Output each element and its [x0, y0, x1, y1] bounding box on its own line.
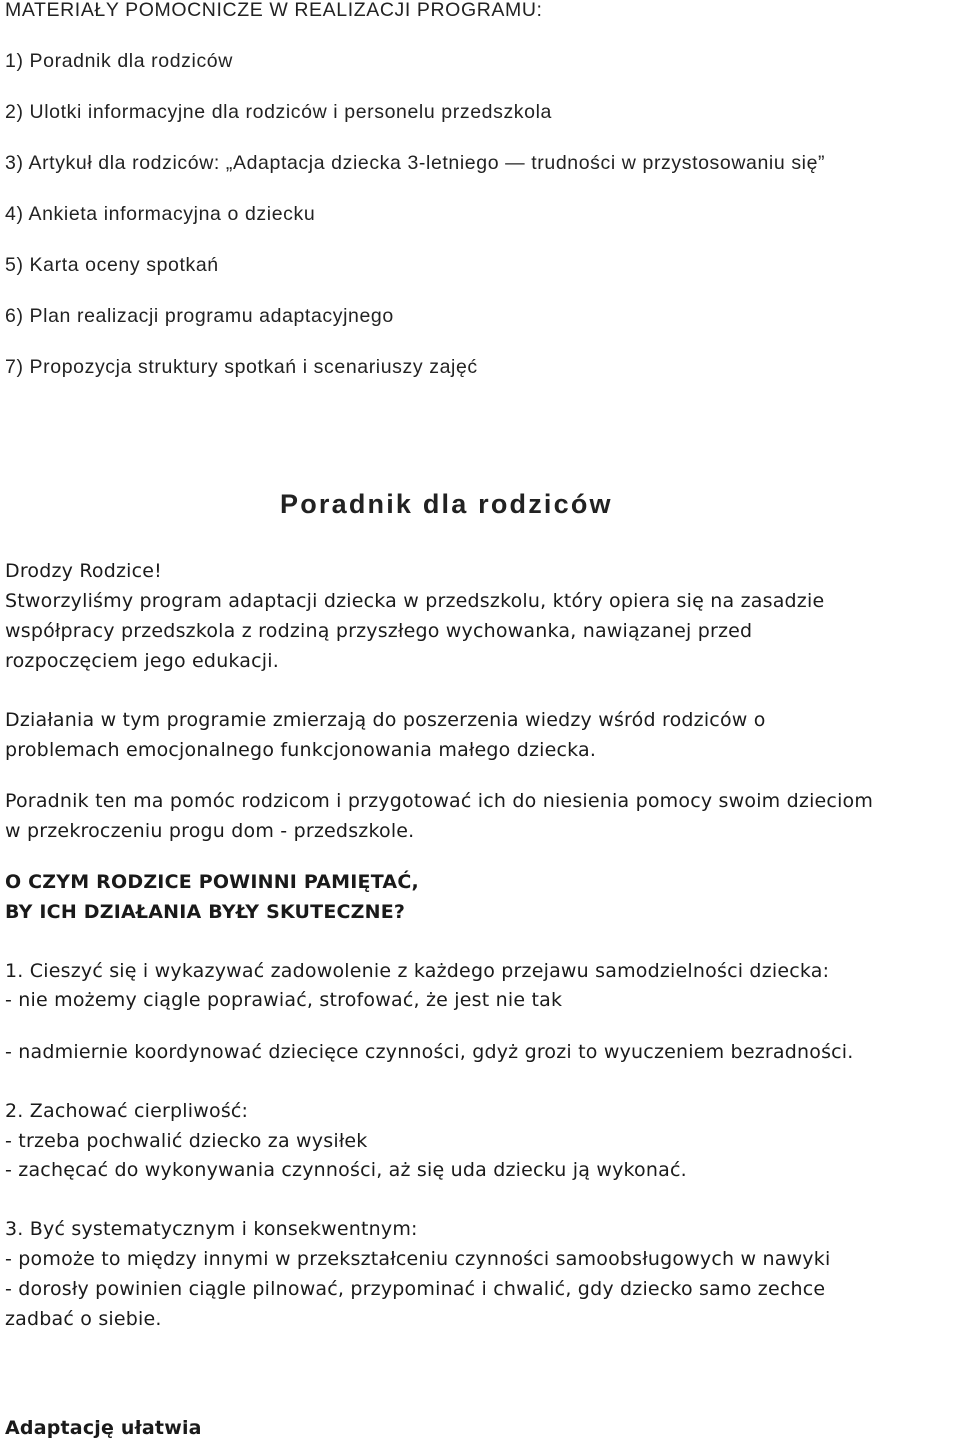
- paragraph-line: Poradnik ten ma pomóc rodzicom i przygotować ich do niesienia pomocy swoim dzieciom: [5, 790, 874, 812]
- materials-item: 3) Artykuł dla rodziców: „Adaptacja dziecka 3-letniego ― trudności w przystosowaniu się”: [5, 152, 826, 174]
- section-heading: O CZYM RODZICE POWINNI PAMIĘTAĆ,: [5, 871, 419, 893]
- materials-item: 5) Karta oceny spotkań: [5, 254, 219, 276]
- section2-bullet: - trzeba pochwalić dziecko za wysiłek: [5, 1130, 368, 1152]
- section3-title: 3. Być systematycznym i konsekwentnym:: [5, 1218, 418, 1240]
- materials-header: MATERIAŁY POMOCNICZE W REALIZACJI PROGRAMU:: [5, 0, 543, 21]
- section2-bullet: - zachęcać do wykonywania czynności, aż się uda dziecku ją wykonać.: [5, 1159, 687, 1181]
- section3-bullet: - pomoże to między innymi w przekształceniu czynności samoobsługowych w nawyki: [5, 1248, 831, 1270]
- intro-line: współpracy przedszkola z rodziną przyszłego wychowanka, nawiązanej przed: [5, 620, 753, 642]
- paragraph-line: problemach emocjonalnego funkcjonowania małego dziecka.: [5, 739, 597, 761]
- section3-bullet: - dorosły powinien ciągle pilnować, przypominać i chwalić, gdy dziecko samo zechce: [5, 1278, 826, 1300]
- materials-item: 4) Ankieta informacyjna o dziecku: [5, 203, 316, 225]
- intro-line: Stworzyliśmy program adaptacji dziecka w przedszkolu, który opiera się na zasadzie: [5, 590, 825, 612]
- guide-title: Poradnik dla rodziców: [280, 489, 613, 519]
- section1-bullet: - nadmiernie koordynować dziecięce czynności, gdyż grozi to wyuczeniem bezradności.: [5, 1041, 854, 1063]
- intro-line: rozpoczęciem jego edukacji.: [5, 650, 279, 672]
- paragraph-line: w przekroczeniu progu dom - przedszkole.: [5, 820, 415, 842]
- materials-item: 7) Propozycja struktury spotkań i scenariuszy zajęć: [5, 356, 478, 378]
- materials-item: 6) Plan realizacji programu adaptacyjnego: [5, 305, 394, 327]
- materials-item: 2) Ulotki informacyjne dla rodziców i personelu przedszkola: [5, 101, 552, 123]
- greeting: Drodzy Rodzice!: [5, 560, 163, 582]
- section3-bullet: zadbać o siebie.: [5, 1308, 162, 1330]
- section1-title: 1. Cieszyć się i wykazywać zadowolenie z każdego przejawu samodzielności dziecka:: [5, 960, 830, 982]
- paragraph-line: Działania w tym programie zmierzają do poszerzenia wiedzy wśród rodziców o: [5, 709, 766, 731]
- footer-heading: Adaptację ułatwia: [5, 1417, 202, 1439]
- section2-title: 2. Zachować cierpliwość:: [5, 1100, 249, 1122]
- section1-bullet: - nie możemy ciągle poprawiać, strofować, że jest nie tak: [5, 989, 563, 1011]
- section-heading: BY ICH DZIAŁANIA BYŁY SKUTECZNE?: [5, 901, 406, 923]
- materials-item: 1) Poradnik dla rodziców: [5, 50, 233, 72]
